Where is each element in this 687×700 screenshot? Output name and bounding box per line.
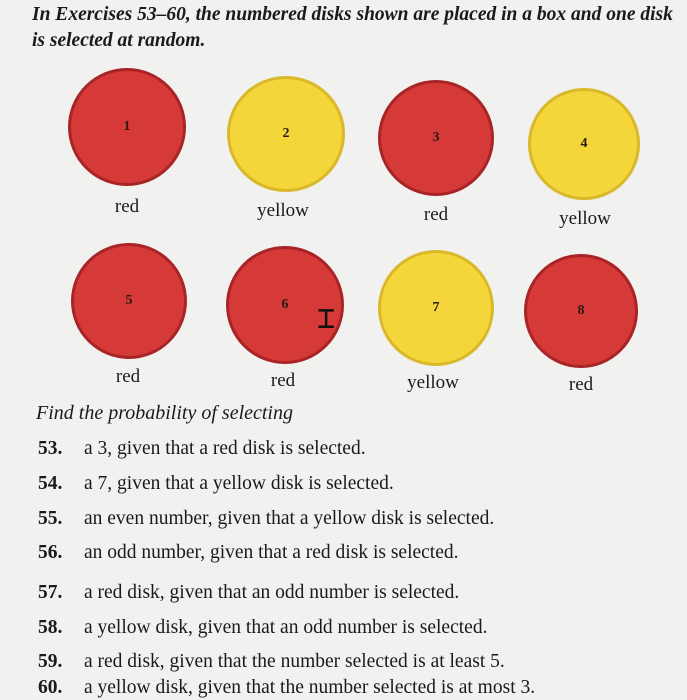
disk-2 xyxy=(227,76,345,192)
exercise-number: 57. xyxy=(38,582,63,603)
disk-4-color-label: yellow xyxy=(559,208,611,229)
disk-3-color-label: red xyxy=(423,204,449,225)
exercise-text: a red disk, given that the number selected is at least 5. xyxy=(84,651,505,672)
exercise-number: 53. xyxy=(38,438,63,459)
exercise-text: an odd number, given that a red disk is selected. xyxy=(84,542,459,563)
disk-2-color-label: yellow xyxy=(257,200,309,221)
disk-6-color-label: red xyxy=(270,370,296,391)
exercise-number: 54. xyxy=(38,473,63,494)
disk-3 xyxy=(378,80,494,196)
exercise-53 xyxy=(38,438,366,460)
exercise-55 xyxy=(38,508,494,530)
prompt-text: Find the probability of selecting xyxy=(36,402,293,424)
exercise-number: 56. xyxy=(38,542,63,563)
disk-4 xyxy=(528,88,640,200)
disk-1-number: 1 xyxy=(123,119,131,134)
exercise-60 xyxy=(38,677,535,699)
exercise-text: an even number, given that a yellow disk is selected. xyxy=(84,508,495,529)
disk-2-number: 2 xyxy=(282,126,290,141)
exercise-56 xyxy=(38,542,459,564)
exercise-text: a yellow disk, given that an odd number is selected. xyxy=(84,617,488,638)
disk-8 xyxy=(524,254,638,368)
disk-1-color-label: red xyxy=(114,196,140,217)
disk-1 xyxy=(68,68,186,186)
exercise-58 xyxy=(38,617,487,639)
disk-7-number: 7 xyxy=(432,300,440,315)
exercise-text: a 7, given that a yellow disk is selected. xyxy=(84,473,394,494)
exercise-number: 55. xyxy=(38,508,63,529)
exercise-text: a 3, given that a red disk is selected. xyxy=(84,438,366,459)
exercise-54 xyxy=(38,473,394,495)
disk-5 xyxy=(71,243,187,359)
exercise-57 xyxy=(38,582,459,604)
exercise-number: 59. xyxy=(38,651,63,672)
disk-8-number: 8 xyxy=(577,303,585,318)
exercise-text: a yellow disk, given that the number selected is at most 3. xyxy=(84,677,536,698)
disk-5-color-label: red xyxy=(115,366,141,387)
disk-7-color-label: yellow xyxy=(407,372,459,393)
exercise-59 xyxy=(38,651,505,673)
disk-7 xyxy=(378,250,494,366)
exercise-number: 58. xyxy=(38,617,63,638)
disk-3-number: 3 xyxy=(432,130,440,145)
disk-6-number: 6 xyxy=(281,297,289,312)
text-cursor-icon: ⌶ xyxy=(317,301,336,336)
intro-text: In Exercises 53–60, the numbered disks shown are placed in a box and one disk is selected at random. xyxy=(32,4,673,51)
exercise-number: 60. xyxy=(38,677,63,698)
disk-5-number: 5 xyxy=(125,293,133,308)
exercise-text: a red disk, given that an odd number is selected. xyxy=(84,582,460,603)
disk-8-color-label: red xyxy=(568,374,594,395)
disk-4-number: 4 xyxy=(580,136,588,151)
